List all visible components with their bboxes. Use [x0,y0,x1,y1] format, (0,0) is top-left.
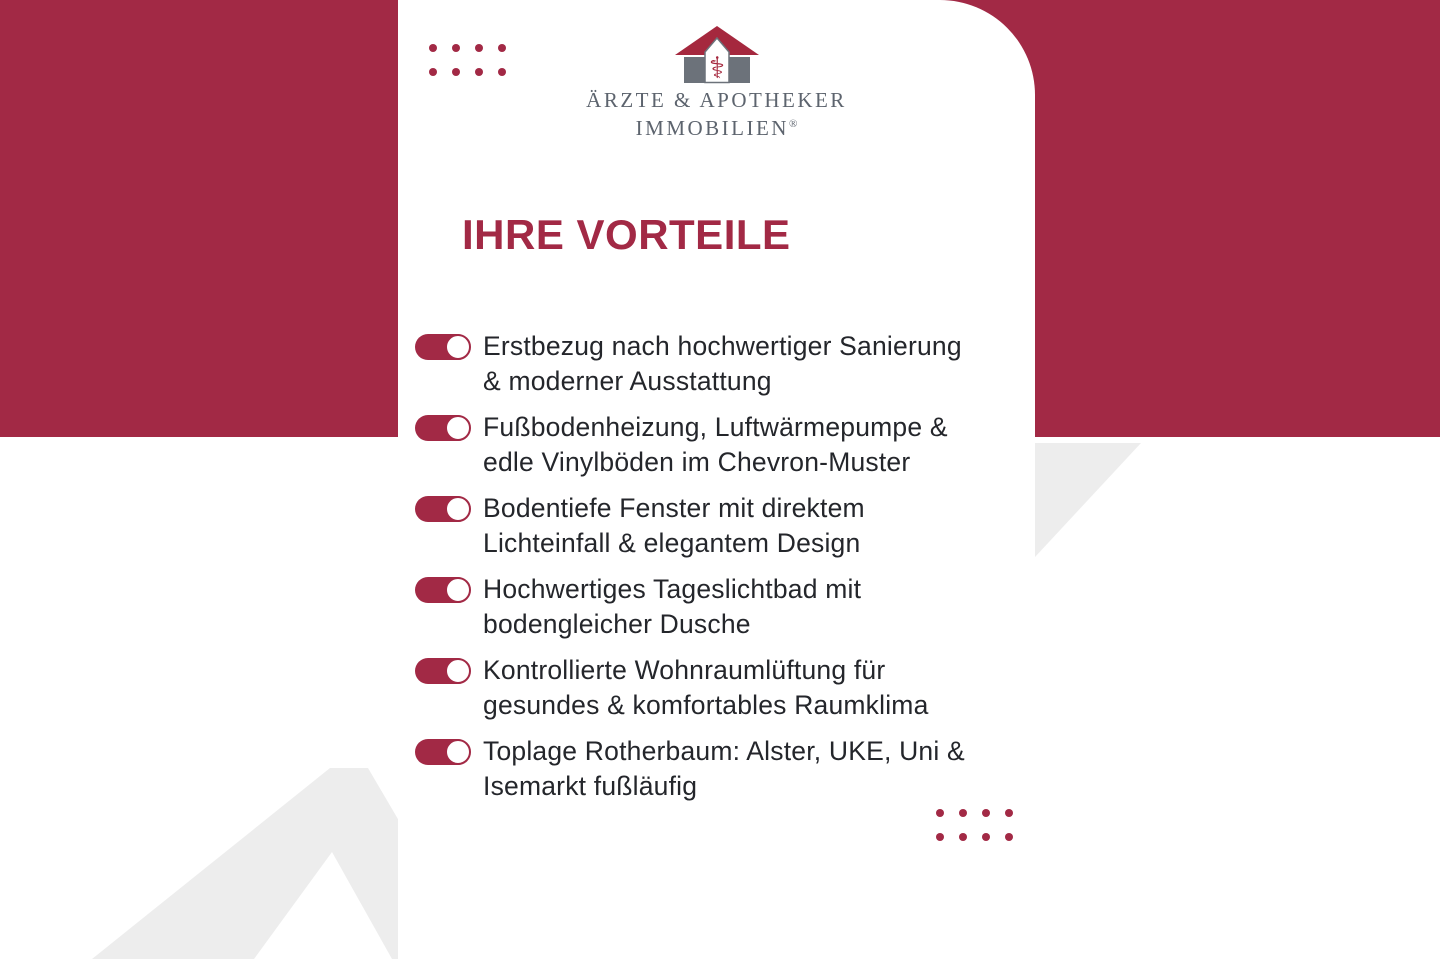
benefit-line: & moderner Ausstattung [483,366,772,396]
dot-icon [936,833,944,841]
toggle-knob [445,577,471,603]
right-wall-shape [729,57,750,83]
benefit-item [415,329,1015,399]
benefit-text [483,410,948,480]
dot-icon [1005,809,1013,817]
page-title: IHRE VORTEILE [462,211,791,258]
dot-icon [982,833,990,841]
toggle-on-icon [415,577,470,603]
benefit-item [415,734,1015,804]
benefit-text [483,734,965,804]
benefit-item [415,491,1015,561]
benefit-item [415,410,1015,480]
benefit-text [483,329,962,399]
registered-mark: ® [788,118,798,130]
benefit-line: Isemarkt fußläufig [483,771,698,801]
toggle-knob [445,658,471,684]
benefit-line: gesundes & komfortables Raumklima [483,690,929,720]
benefit-line: bodengleicher Dusche [483,609,751,639]
asclepius-icon: ⚕ [708,51,725,84]
toggle-on-icon [415,415,470,441]
left-wall-shape [684,57,705,83]
benefit-line: Lichteinfall & elegantem Design [483,528,861,558]
dot-icon [982,809,990,817]
watermark-right-triangle [1035,443,1141,557]
toggle-on-icon [415,739,470,765]
dot-icon [959,809,967,817]
benefit-item [415,572,1015,642]
logo-line-2-text: IMMOBILIEN [635,116,789,140]
toggle-knob [445,334,471,360]
toggle-on-icon [415,496,470,522]
benefit-line: Toplage Rotherbaum: Alster, UKE, Uni & [483,736,965,766]
house-with-asclepius-icon [675,26,759,84]
benefit-text [483,572,861,642]
toggle-knob [445,496,471,522]
benefit-line: edle Vinylböden im Chevron-Muster [483,447,911,477]
dot-icon [959,833,967,841]
benefit-text [483,491,865,561]
benefit-item [415,653,1015,723]
company-logo [398,26,1035,140]
benefits-list [415,329,1015,815]
benefit-line: Fußbodenheizung, Luftwärmepumpe & [483,412,948,442]
benefit-line: Kontrollierte Wohnraumlüftung für [483,655,886,685]
toggle-on-icon [415,334,470,360]
benefit-line: Hochwertiges Tageslichtbad mit [483,574,862,604]
benefit-line: Bodentiefe Fenster mit direktem [483,493,865,523]
benefit-line: Erstbezug nach hochwertiger Sanierung [483,331,962,361]
toggle-on-icon [415,658,470,684]
toggle-knob [445,739,471,765]
benefit-text [483,653,929,723]
dot-icon [936,809,944,817]
logo-line-2 [398,112,1035,140]
dot-icon [1005,833,1013,841]
logo-line-1: ÄRZTE & APOTHEKER [586,88,847,112]
dots-pattern-bottom-right [936,809,1013,841]
toggle-knob [445,415,471,441]
